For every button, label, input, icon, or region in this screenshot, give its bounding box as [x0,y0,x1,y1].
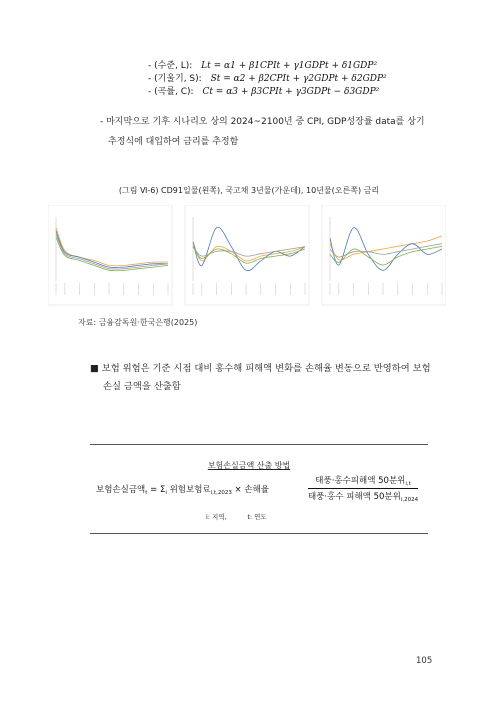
chart-panel-3 [322,205,446,305]
formula-sum: = Σ [147,485,166,495]
chart-panel-1 [48,205,172,305]
series-line-1 [330,236,442,260]
formula-premium: 위험보험료 [166,485,211,495]
chart-panel-2 [185,205,309,305]
series-line-4 [330,246,442,265]
figure-source: 자료: 금융감독원·한국은행(2025) [78,318,198,327]
denominator-sub: i,2024 [400,497,419,503]
equation-label: - (수준, L): [148,61,193,71]
equation-slope [148,73,387,85]
equation-level [148,60,377,72]
rate-charts [48,205,446,313]
equation-formula: Lt = α1 + β1CPIt + γ1GDPt + δ1GDP² [201,61,378,71]
series-line-3 [193,247,305,257]
equation-formula: St = α2 + β2CPIt + γ2GDPt + δ2GDP² [210,74,387,84]
equation-curvature [148,86,379,98]
para-line-2: 손실 금액을 산출함 [103,381,181,392]
equation-label: - (곡률, C): [148,87,194,97]
formula-times: × 손해율 [231,485,270,495]
fraction-denominator [308,489,418,503]
numerator-text: 태풍·홍수피해액 50분위 [315,476,406,486]
box-top-rule [90,444,428,445]
bullet-line-1: - 마지막으로 기후 시나리오 상의 2024~2100년 중 CPI, GDP성장률 data를 상기 [100,117,425,127]
numerator-sub: i,t [405,481,411,487]
loss-fraction [308,474,418,503]
bullet-paragraph [100,115,460,150]
insurance-risk-paragraph [90,360,440,396]
loss-formula [96,483,269,496]
box-title: 보험손실금액 산출 방법 [207,461,291,470]
denominator-text: 태풍·홍수 피해액 50분위 [308,492,401,502]
formula-sub: t [145,490,148,496]
formula-sub: i,t,2023 [210,490,232,496]
formula-sub: i [165,490,167,496]
figure-caption: (그림 Ⅵ-6) CD91일물(왼쪽), 국고채 3년물(가운데), 10년물(오른쪽) 금리 [118,186,380,195]
fraction-numerator [308,474,418,489]
equation-label: - (기울기, S): [148,74,202,84]
page-number: 105 [416,656,433,666]
bullet-line-2: 추정식에 대입하여 금리를 추정함 [108,137,239,147]
formula-lhs: 보험손실금액 [96,485,146,495]
series-line-1 [56,228,168,266]
box-bottom-rule [90,533,428,534]
equation-formula: Ct = α3 + β3CPIt + γ3GDPt − δ3GDP² [202,87,380,97]
formula-legend: i: 지역, t: 연도 [206,513,267,521]
para-line-1: ■ 보험 위험은 기준 시점 대비 홍수해 피해액 변화를 손해율 변동으로 반영하여 보험 [90,363,431,374]
